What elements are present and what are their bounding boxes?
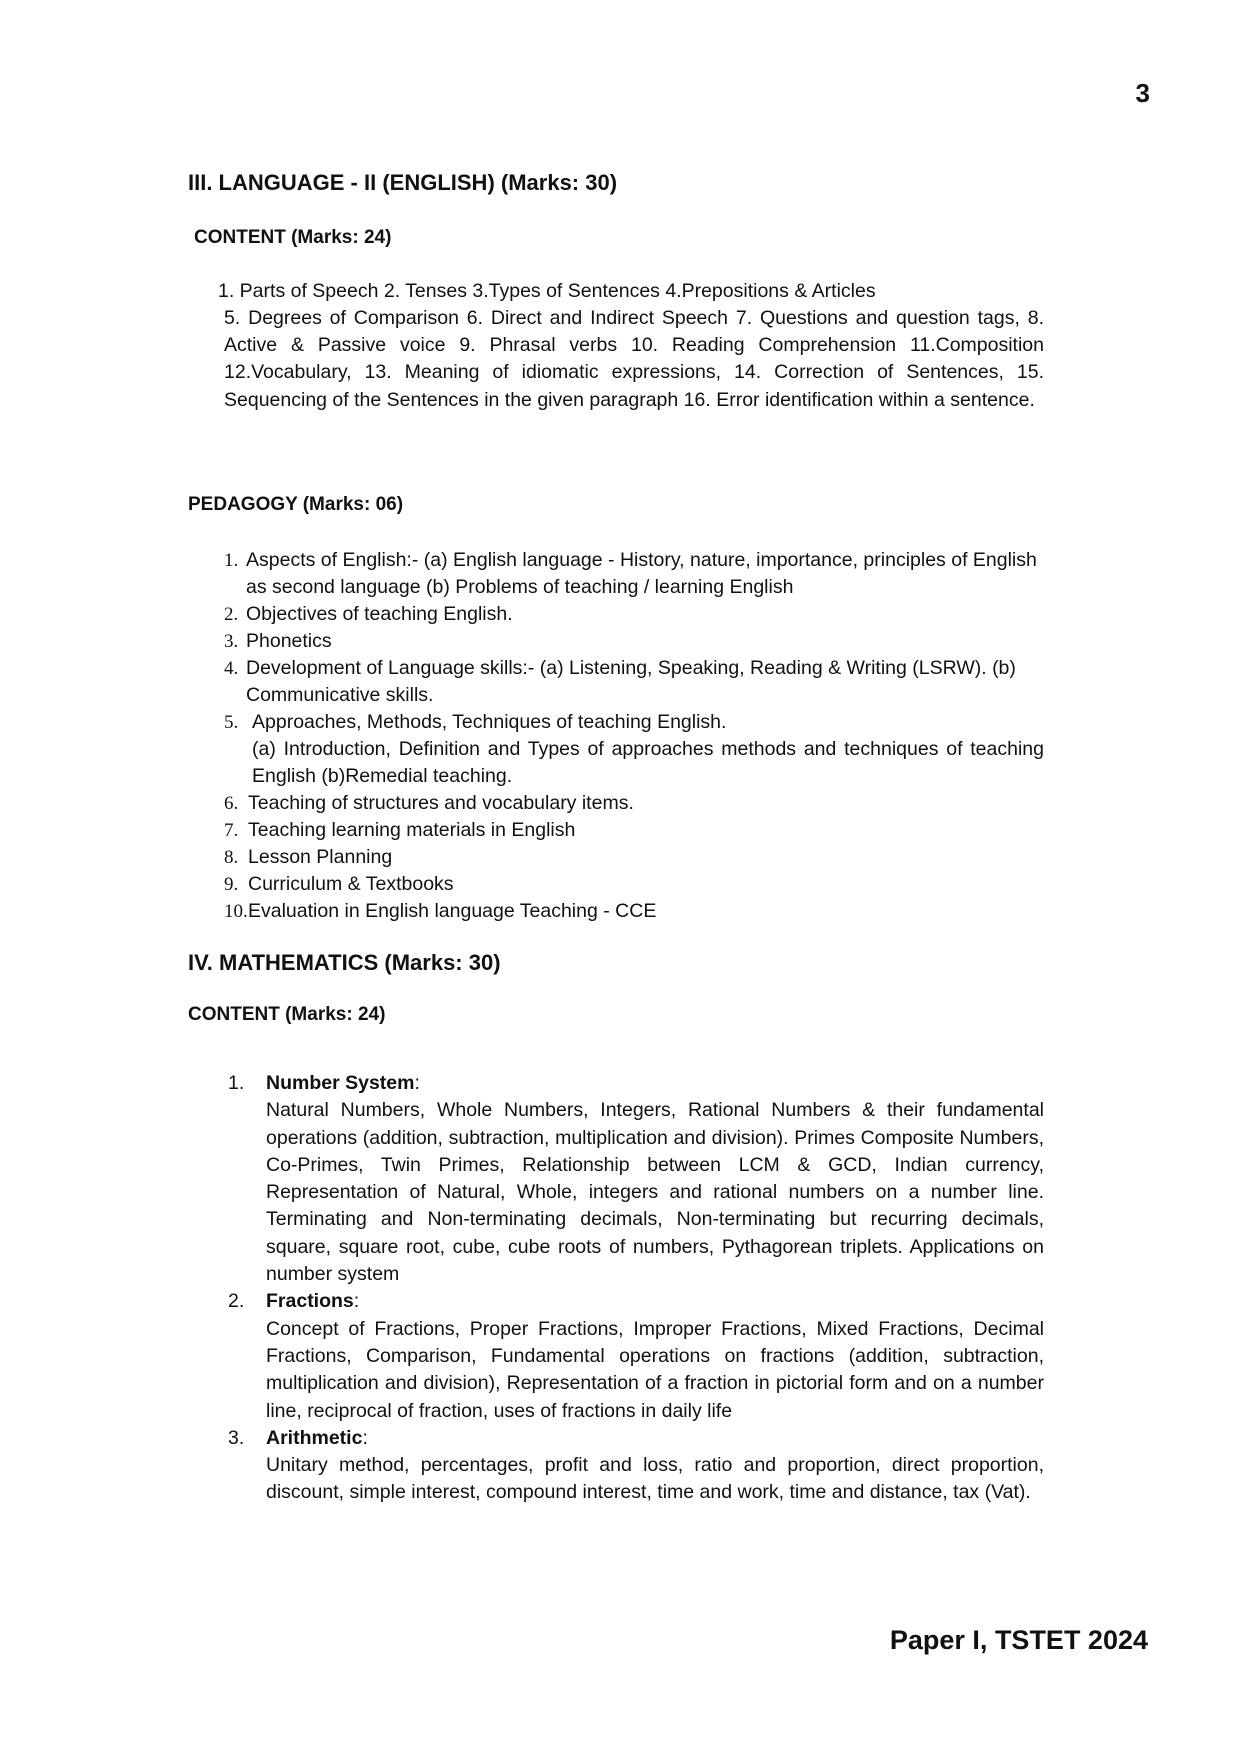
pedagogy-list [224, 547, 1044, 925]
pedagogy-item [224, 817, 1044, 844]
pedagogy-item-number: 6. [224, 793, 239, 814]
pedagogy-item-number: 7. [224, 820, 239, 841]
pedagogy-item [224, 871, 1044, 898]
content-list-paragraph: 5. Degrees of Comparison 6. Direct and Indirect Speech 7. Questions and question tags, 8. Active & Passive voice 9. Phrasal verbs 10. Reading Comprehension 11.Composition 12.Vocabulary, 13. Meaning of idiomatic expressions, 14. Correction of Sentences, 15. Sequencing of the Sentences in the given paragraph 16. Error identification within a sentence. [224, 307, 1044, 411]
math-item-colon: : [414, 1072, 420, 1094]
pedagogy-item-text [252, 709, 1044, 790]
pedagogy-item-number: 1. [224, 550, 239, 571]
pedagogy-item [224, 844, 1044, 871]
math-item [226, 1288, 1044, 1424]
pedagogy-item [224, 601, 1044, 628]
pedagogy-item-number: 5. [224, 712, 239, 733]
math-item-title: Number System [266, 1072, 415, 1094]
section-heading-language: III. LANGUAGE - II (ENGLISH) (Marks: 30) [188, 170, 618, 195]
pedagogy-item-text: Teaching learning materials in English [248, 819, 576, 841]
pedagogy-item-number: 3. [224, 631, 239, 652]
math-item-number: 2. [228, 1290, 245, 1313]
content-list-line1: 1. Parts of Speech 2. Tenses 3.Types of Sentences 4.Prepositions & Articles [218, 280, 876, 302]
math-item-colon: : [362, 1426, 368, 1449]
math-item-text: Natural Numbers, Whole Numbers, Integers, Rational Numbers & their fundamental operations (addition, subtraction, multiplication and division). Primes Composite Numbers, Co-Primes, Twin Primes, Relationship between LCM & GCD, Indian currency, Representation of Natural, Whole, integers and rational numbers on a number line. Terminating and Non-terminating decimals, Non-terminating but recurring decimals, square, square root, cube, cube roots of numbers, Pythagorean triplets. Applications on number system [266, 1099, 1044, 1286]
pedagogy-item-main: Approaches, Methods, Techniques of teaching English. [252, 711, 727, 733]
pedagogy-item-number: 2. [224, 604, 239, 625]
pedagogy-item-text: Curriculum & Textbooks [248, 873, 454, 895]
pedagogy-heading: PEDAGOGY (Marks: 06) [188, 494, 404, 515]
pedagogy-item [224, 628, 1044, 655]
math-item-colon: : [353, 1290, 360, 1313]
pedagogy-item [224, 655, 1044, 709]
math-item-title: Fractions [266, 1290, 354, 1313]
section-heading-mathematics: IV. MATHEMATICS (Marks: 30) [188, 950, 501, 975]
content-heading-mathematics: CONTENT (Marks: 24) [188, 1004, 386, 1025]
pedagogy-item-number: 8. [224, 847, 239, 868]
math-item-text: Unitary method, percentages, profit and loss, ratio and proportion, direct proportion, discount, simple interest, compound interest, time and work, time and distance, tax (Vat). [266, 1454, 1044, 1504]
page-footer: Paper I, TSTET 2024 [889, 1625, 1148, 1655]
pedagogy-item [224, 547, 1044, 601]
pedagogy-item-text: Teaching of structures and vocabulary items. [248, 792, 634, 814]
pedagogy-item-number: 9. [224, 874, 239, 895]
pedagogy-item [224, 898, 1044, 925]
pedagogy-item-text: Aspects of English:- (a) English language - History, nature, importance, principles of English as second language (b) Problems of teaching / learning English [246, 549, 1037, 598]
pedagogy-item-text: Objectives of teaching English. [246, 603, 513, 625]
math-item-number: 1. [228, 1072, 245, 1094]
math-item-number: 3. [228, 1426, 245, 1449]
pedagogy-item [224, 709, 1044, 790]
pedagogy-item-text: Evaluation in English language Teaching - CCE [248, 900, 657, 922]
pedagogy-item-text: Development of Language skills:- (a) Listening, Speaking, Reading & Writing (LSRW). (b) Communicative skills. [246, 657, 1016, 706]
pedagogy-item-number: 4. [224, 658, 239, 679]
math-item [226, 1070, 1044, 1288]
math-item-text: Concept of Fractions, Proper Fractions, Improper Fractions, Mixed Fractions, Decimal Fractions, Comparison, Fundamental operations on fractions (addition, subtraction, multiplication and division), Representation of a fraction in pictorial form and on a number line, reciprocal of fraction, uses of fractions in daily life [266, 1317, 1044, 1422]
math-item [226, 1425, 1044, 1507]
pedagogy-item-text: Lesson Planning [248, 846, 393, 868]
pedagogy-item [224, 790, 1044, 817]
math-item-title: Arithmetic [266, 1426, 363, 1449]
content-heading-language: CONTENT (Marks: 24) [194, 227, 392, 248]
pedagogy-item-number: 10. [224, 901, 248, 922]
pedagogy-item-text: Phonetics [246, 630, 332, 652]
pedagogy-item-sub: (a) Introduction, Definition and Types of approaches methods and techniques of teaching English (b)Remedial teaching. [252, 738, 1044, 787]
page-number: 3 [1135, 78, 1150, 108]
mathematics-list [226, 1070, 1044, 1507]
